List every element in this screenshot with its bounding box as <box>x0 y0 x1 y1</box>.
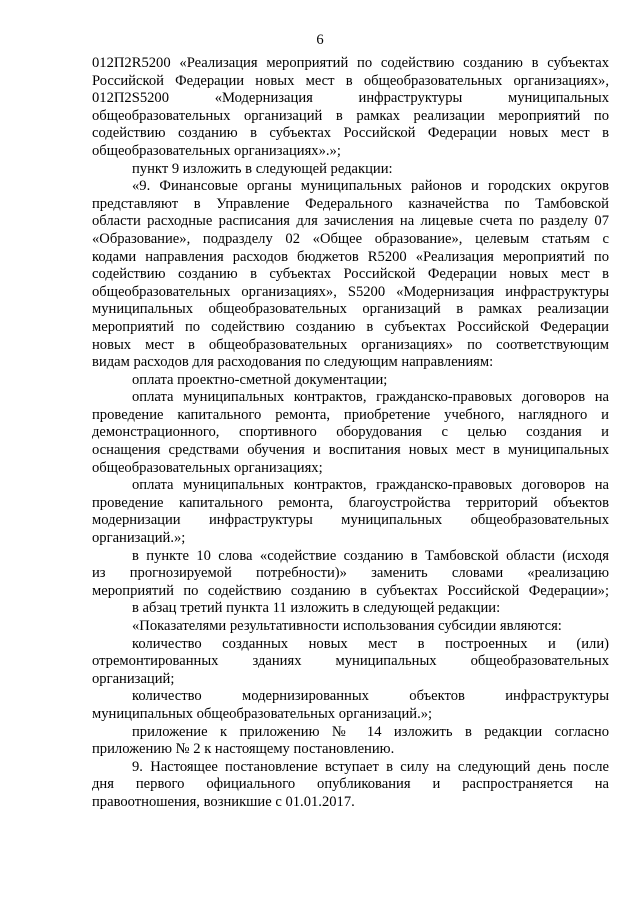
text-line: оплата муниципальных контрактов, гражданско-правовых договоров на <box>132 389 609 406</box>
text-line: в пункте 10 слова «содействие созданию в Тамбовской области (исходя <box>132 547 609 564</box>
text-line: общеобразовательных организациях», S5200 «Модернизация инфраструктуры <box>92 283 609 300</box>
text-line: представляют в Управление Федерального казначейства по Тамбовской <box>92 195 609 212</box>
text-line: приложение к приложению № 14 изложить в редакции согласно <box>132 723 609 740</box>
text-line: Российской Федерации новых мест в общеобразовательных организациях», <box>92 72 609 89</box>
text-line: содействию созданию в субъектах Российской Федерации новых мест в <box>92 125 609 142</box>
text-line: «9. Финансовые органы муниципальных районов и городских округов <box>132 178 609 195</box>
text-line: «Образование», подразделу 02 «Общее образование», целевым статьям с <box>92 230 609 247</box>
text-line: демонстрационного, спортивного оборудования с целью создания и <box>92 424 609 441</box>
text-line: 012П2R5200 «Реализация мероприятий по содействию созданию в субъектах <box>92 55 609 71</box>
text-line: организаций.»; <box>92 530 186 547</box>
text-line: видам расходов для расходования по следующим направлениям: <box>92 354 494 371</box>
text-line: 012П2S5200 «Модернизация инфраструктуры муниципальных <box>92 90 609 107</box>
text-line: «Показателями результативности использования субсидии являются: <box>132 618 562 634</box>
text-line: мероприятий по содействию созданию в субъектах Российской Федерации <box>92 318 609 335</box>
text-line: мероприятий по содействию созданию в субъектах Российской Федерации»; <box>92 582 609 599</box>
text-line: количество модернизированных объектов инфраструктуры <box>132 688 609 705</box>
text-line: из прогнозируемой потребности)» заменить словами «реализацию <box>92 565 609 582</box>
page-number: 6 <box>316 32 324 48</box>
text-line: 9. Настоящее постановление вступает в силу на следующий день после <box>132 758 609 775</box>
text-line: кодами направления расходов бюджетов R5200 «Реализация мероприятий по <box>92 248 609 265</box>
text-line: пункт 9 изложить в следующей редакции: <box>132 160 393 177</box>
text-line: отремонтированных зданиях муниципальных общеобразовательных <box>92 653 609 670</box>
text-line: муниципальных общеобразовательных организаций в рамках реализации <box>92 301 609 318</box>
text-line: модернизации инфраструктуры муниципальных общеобразовательных <box>92 512 609 529</box>
text-line: общеобразовательных организаций в рамках реализации мероприятий по <box>92 107 609 124</box>
text-line: области расходные расписания для зачисления на лицевые счета по разделу 07 <box>92 213 609 230</box>
text-line: содействию созданию в субъектах Российской Федерации новых мест в <box>92 266 609 283</box>
text-line: количество созданных новых мест в построенных и (или) <box>132 635 609 652</box>
text-line: в абзац третий пункта 11 изложить в следующей редакции: <box>132 600 501 617</box>
text-line: муниципальных общеобразовательных организаций.»; <box>92 705 433 722</box>
text-line: правоотношения, возникшие с 01.01.2017. <box>92 793 355 810</box>
text-line: новых мест в общеобразовательных организациях» по соответствующим <box>92 336 609 353</box>
text-line: проведение капитального ремонта, приобретение учебного, наглядного и <box>92 406 609 423</box>
document-body <box>92 55 609 812</box>
text-line: проведение капитального ремонта, благоустройства территорий объектов <box>92 494 609 511</box>
text-line: дня первого официального опубликования и распространяется на <box>92 776 609 793</box>
text-line: оплата муниципальных контрактов, гражданско-правовых договоров на <box>132 477 609 494</box>
text-line: общеобразовательных организациях».»; <box>92 142 341 159</box>
text-line: оплата проектно-сметной документации; <box>132 371 388 388</box>
text-line: организаций; <box>92 670 175 687</box>
text-line: приложению № 2 к настоящему постановлению. <box>92 741 395 758</box>
text-line: оснащения средствами обучения и воспитания новых мест в муниципальных <box>92 442 609 459</box>
text-line: общеобразовательных организациях; <box>92 459 323 476</box>
